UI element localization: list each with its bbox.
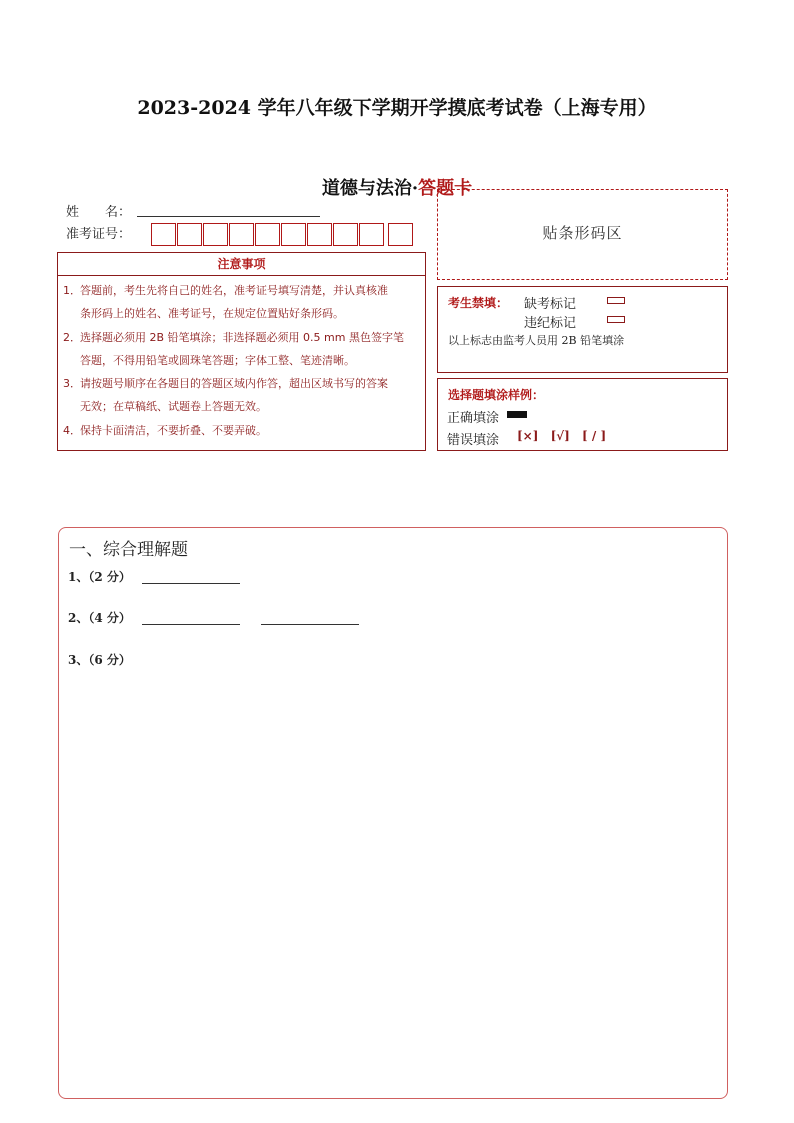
barcode-area	[437, 189, 728, 280]
exam-id-digit-box[interactable]	[203, 223, 228, 246]
examiner-note: 以上标志由监考人员用 2B 铅笔填涂	[448, 334, 625, 347]
question-1-label: 1、（2 分）	[68, 570, 131, 584]
question-2-label: 2、（4 分）	[68, 611, 131, 625]
section-title: 一、综合理解题	[69, 540, 188, 560]
notice-item-2: 2．选择题必须用 2B 铅笔填涂；非选择题必须用 0.5 mm 黑色签字笔 答题，不得用铅笔或圆珠笔答题；字体工整、笔迹清晰。	[63, 331, 404, 367]
exam-id-digit-box[interactable]	[333, 223, 358, 246]
exam-id-digit-box[interactable]	[177, 223, 202, 246]
name-field[interactable]	[137, 215, 320, 217]
exam-id-digit-box[interactable]	[151, 223, 176, 246]
examiner-only-label: 考生禁填：	[448, 296, 509, 310]
notice-title: 注意事项	[57, 252, 426, 276]
exam-title: 2023-2024 学年八年级下学期开学摸底考试卷（上海专用）	[137, 97, 657, 119]
violation-mark-label: 违纪标记	[524, 316, 577, 331]
notice-item-1: 1．答题前，考生先将自己的姓名，准考证号填写清楚，并认真核准 条形码上的姓名、准考证号，在规定位置贴好条形码。	[63, 284, 388, 320]
exam-id-label: 准考证号：	[66, 227, 132, 242]
absent-mark-label: 缺考标记	[524, 297, 577, 312]
exam-id-digit-box[interactable]	[307, 223, 332, 246]
exam-id-digit-box[interactable]	[229, 223, 254, 246]
correct-fill-sample	[507, 411, 527, 418]
notice-item-3: 3．请按题号顺序在各题目的答题区域内作答，超出区域书写的答案 无效；在草稿纸、试题卷上答题无效。	[63, 377, 388, 413]
question-2-answer-line-2[interactable]	[261, 623, 359, 625]
exam-id-digit-box[interactable]	[359, 223, 384, 246]
fill-example-label: 选择题填涂样例：	[448, 388, 545, 402]
question-2-answer-line-1[interactable]	[142, 623, 240, 625]
answer-sheet-label: 答题卡	[418, 178, 473, 199]
wrong-fill-slash: [ / ]	[582, 429, 607, 443]
name-label: 姓 名：	[66, 205, 132, 220]
notice-item-4: 4．保持卡面清洁，不要折叠、不要弄破。	[63, 424, 267, 437]
answer-area	[58, 527, 728, 1099]
exam-id-digit-box[interactable]	[388, 223, 413, 246]
barcode-label: 贴条形码区	[542, 224, 623, 242]
wrong-fill-check: [√]	[550, 429, 570, 443]
wrong-fill-cross: [×]	[517, 429, 539, 443]
correct-fill-label: 正确填涂	[447, 411, 500, 426]
subject-name: 道德与法治·	[321, 178, 419, 199]
wrong-fill-samples	[517, 429, 606, 443]
question-1-answer-line[interactable]	[142, 582, 240, 584]
wrong-fill-label: 错误填涂	[447, 433, 500, 448]
exam-id-digit-box[interactable]	[281, 223, 306, 246]
question-3-label: 3、（6 分）	[68, 653, 131, 667]
absent-mark-box[interactable]	[607, 297, 625, 304]
violation-mark-box[interactable]	[607, 316, 625, 323]
exam-id-digit-box[interactable]	[255, 223, 280, 246]
